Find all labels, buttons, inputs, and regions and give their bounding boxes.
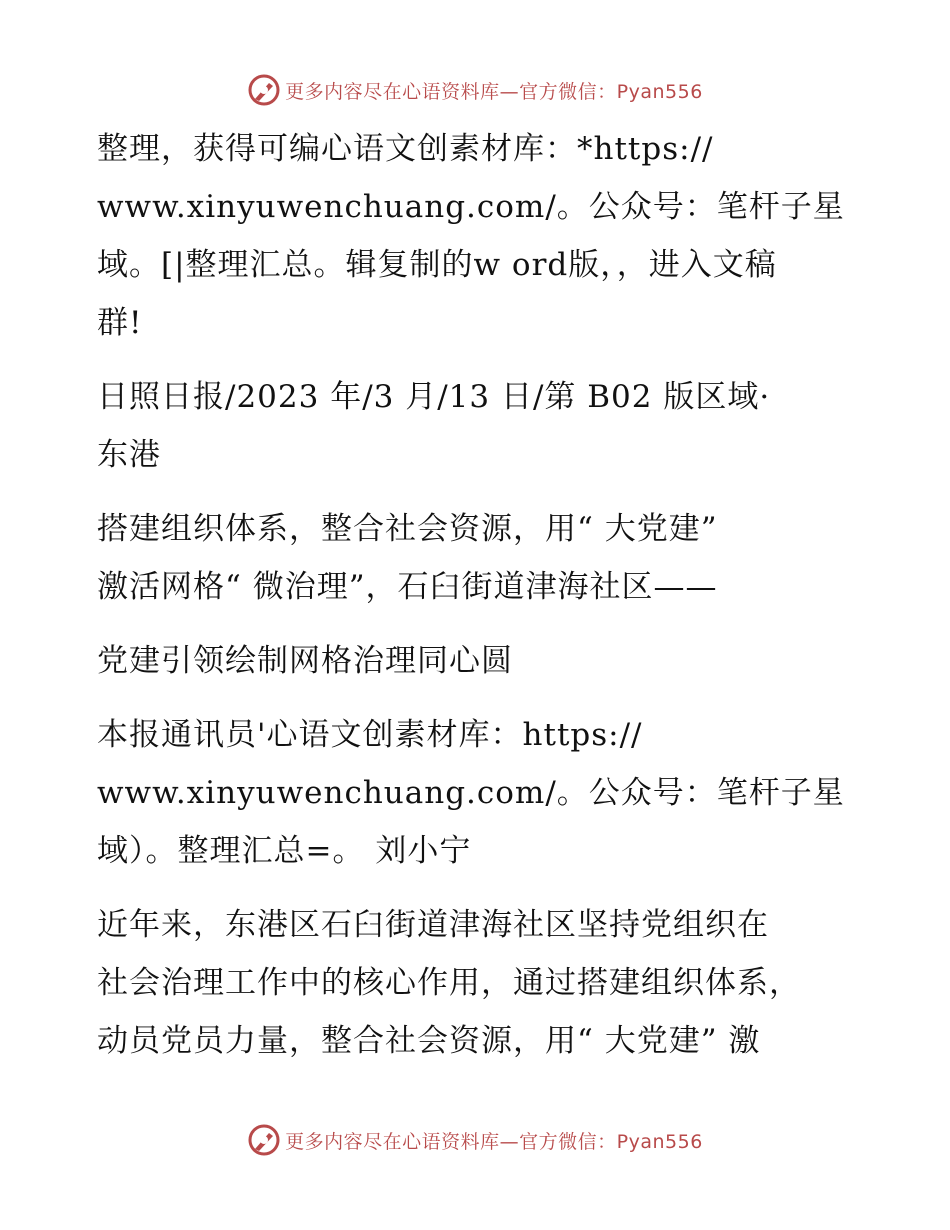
text-line: www.xinyuwenchuang.com/。公众号：笔杆子星 bbox=[97, 775, 845, 811]
text-line: 东港 bbox=[97, 437, 161, 473]
pen-logo-icon bbox=[247, 73, 281, 107]
text-line: www.xinyuwenchuang.com/。公众号：笔杆子星 bbox=[97, 189, 845, 225]
paragraph-byline bbox=[97, 706, 857, 880]
text-line: 群! bbox=[97, 305, 143, 341]
pen-logo-icon bbox=[247, 1123, 281, 1157]
text-line: 动员党员力量，整合社会资源，用“ 大党建” 激 bbox=[97, 1023, 761, 1059]
text-line: 党建引领绘制网格治理同心圆 bbox=[97, 643, 513, 679]
paragraph-intro bbox=[97, 120, 857, 352]
document-body bbox=[97, 120, 857, 1086]
text-line: 社会治理工作中的核心作用，通过搭建组织体系， bbox=[97, 965, 801, 1001]
text-line: 激活网格“ 微治理”，石臼街道津海社区—— bbox=[97, 569, 718, 605]
header-watermark-banner bbox=[0, 70, 950, 110]
text-line: 日照日报/2023 年/3 月/13 日/第 B02 版区域· bbox=[97, 379, 771, 415]
paragraph-body bbox=[97, 896, 857, 1070]
text-line: 整理，获得可编心语文创素材库：*https:// bbox=[97, 131, 714, 167]
text-line: 搭建组织体系，整合社会资源，用“ 大党建” bbox=[97, 511, 718, 547]
text-line: 域。[|整理汇总。辑复制的w ord版，，进入文稿 bbox=[97, 247, 777, 283]
paragraph-source bbox=[97, 368, 857, 484]
text-line: 域）。整理汇总=。 刘小宁 bbox=[97, 833, 472, 869]
text-line: 本报通讯员'心语文创素材库：https:// bbox=[97, 717, 643, 753]
banner-text: 更多内容尽在心语资料库—官方微信：Pyan556 bbox=[285, 1130, 703, 1153]
banner-text: 更多内容尽在心语资料库—官方微信：Pyan556 bbox=[285, 80, 703, 103]
footer-watermark-banner bbox=[0, 1120, 950, 1160]
paragraph-headline bbox=[97, 632, 857, 690]
paragraph-subheading bbox=[97, 500, 857, 616]
text-line: 近年来，东港区石臼街道津海社区坚持党组织在 bbox=[97, 907, 769, 943]
